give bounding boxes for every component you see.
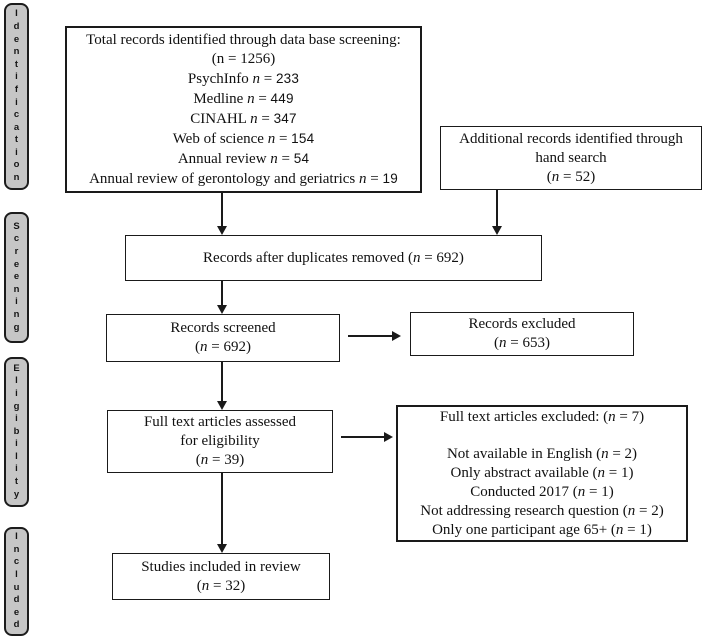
reason-line: Not available in English (n = 2) (446, 445, 638, 462)
box-records-excluded-count: (n = 653) (494, 335, 550, 351)
source-line: PsychInfo n = 233 (187, 70, 300, 87)
arrow-fulltext-to-included-line (221, 473, 223, 544)
box-full-text-assessed-line2: for eligibility (180, 433, 260, 449)
stage-tab-identification: I d e n t i f i c a t i o n (4, 3, 29, 190)
arrow-fulltext-to-excluded-line (341, 436, 384, 438)
reason-line: Only abstract available (n = 1) (450, 464, 634, 481)
source-line: Annual review n = 54 (177, 150, 310, 167)
box-records-excluded (410, 312, 634, 356)
box-records-screened (106, 314, 340, 362)
stage-tab-eligibility: E l i g i b i l i t y (4, 357, 29, 507)
box-duplicates-removed-text (203, 249, 464, 268)
full-text-excluded-label: Full text articles excluded: (439, 408, 600, 425)
box-hand-search-line2: hand search (535, 149, 607, 166)
arrow-screened-to-excluded-head-icon (392, 331, 401, 341)
box-hand-search (440, 126, 702, 190)
box-records-screened-count: (n = 692) (195, 339, 251, 355)
arrow-handsearch-to-duplicates-line (496, 190, 498, 226)
arrow-duplicates-to-screened-line (221, 281, 223, 305)
arrow-fulltext-to-excluded-head-icon (384, 432, 393, 442)
box-studies-included (112, 553, 330, 600)
source-line: Medline n = 449 (193, 90, 294, 107)
box-full-text-excluded (396, 405, 688, 542)
full-text-excluded-count: (n = 7) (603, 408, 645, 425)
reason-line: Only one participant age 65+ (n = 1) (432, 521, 652, 538)
arrow-screened-to-fulltext-head-icon (217, 401, 227, 410)
arrow-duplicates-to-screened-head-icon (217, 305, 227, 314)
box-full-text-assessed-count: (n = 39) (195, 452, 245, 468)
box-hand-search-line1: Additional records identified through (459, 130, 683, 147)
box-hand-search-count: (n = 52) (546, 168, 596, 185)
arrow-handsearch-to-duplicates-head-icon (492, 226, 502, 235)
box-records-identified-title: Total records identified through data base screening: (86, 31, 401, 48)
stage-tab-included: I n c l u d e d (4, 527, 29, 636)
box-studies-included-count: (n = 32) (196, 577, 246, 594)
box-records-screened-line1: Records screened (170, 320, 276, 336)
arrow-fulltext-to-included-head-icon (217, 544, 227, 553)
duplicates-removed-count: (n = 692) (407, 249, 464, 266)
box-full-text-assessed (107, 410, 333, 473)
box-duplicates-removed (125, 235, 542, 281)
source-line: Web of science n = 154 (172, 130, 315, 147)
arrow-identified-to-duplicates-line (221, 193, 223, 226)
box-records-excluded-line1: Records excluded (468, 316, 576, 332)
reason-line: Conducted 2017 (n = 1) (470, 483, 614, 500)
source-line: Annual review of gerontology and geriatrics n = 19 (89, 170, 398, 187)
box-full-text-excluded-reasons (420, 445, 663, 540)
box-records-identified (65, 26, 422, 193)
box-full-text-excluded-title (440, 408, 644, 427)
reason-line: Not addressing research question (n = 2) (420, 502, 664, 519)
duplicates-removed-label: Records after duplicates removed (203, 249, 405, 266)
box-studies-included-line1: Studies included in review (141, 558, 301, 575)
box-records-identified-sources (89, 69, 398, 189)
box-records-identified-total: (n = 1256) (211, 50, 276, 67)
source-line: CINAHL n = 347 (190, 110, 297, 127)
arrow-screened-to-excluded-line (348, 335, 392, 337)
arrow-identified-to-duplicates-head-icon (217, 226, 227, 235)
arrow-screened-to-fulltext-line (221, 362, 223, 401)
box-full-text-assessed-line1: Full text articles assessed (143, 414, 297, 430)
stage-tab-screening: S c r e e n i n g (4, 212, 29, 343)
